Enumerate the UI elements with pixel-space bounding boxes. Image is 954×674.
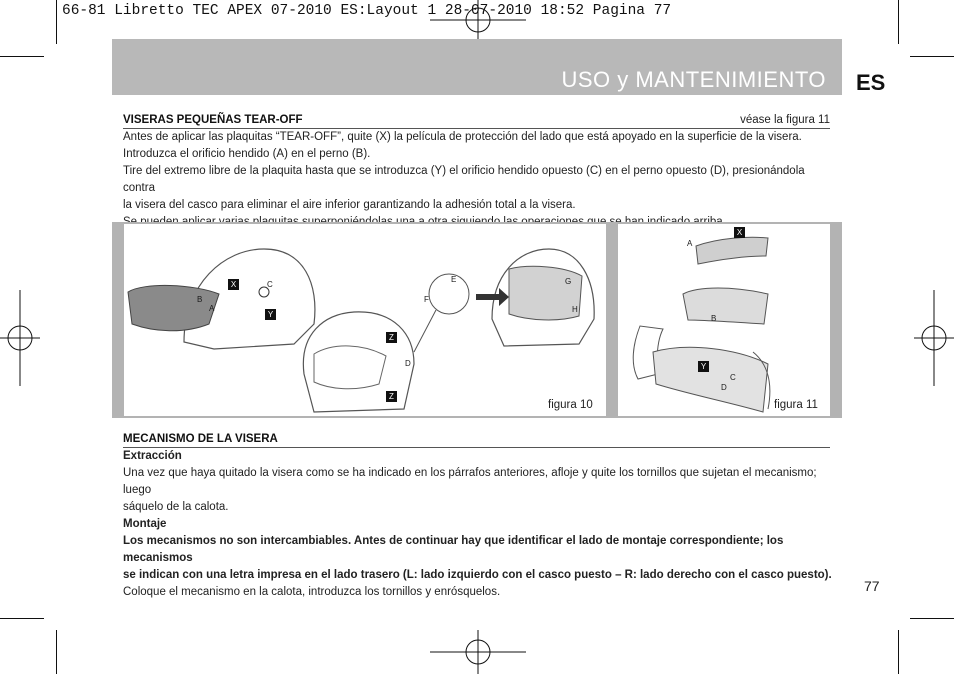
text-line: Coloque el mecanismo en la calota, introduzca los tornillos y enrósquelos. <box>123 586 501 598</box>
marker-c: C <box>267 280 273 289</box>
marker-a: A <box>687 239 693 248</box>
marker-y: Y <box>698 361 709 372</box>
text-line: sáquelo de la calota. <box>123 501 229 513</box>
marker-x: X <box>228 279 239 290</box>
page-number: 77 <box>864 578 880 594</box>
figure-11-caption: figura 11 <box>774 399 818 411</box>
marker-d: D <box>721 383 727 392</box>
text-line: Introduzca el orificio hendido (A) en el perno (B). <box>123 148 371 160</box>
crop-mark <box>0 56 44 57</box>
text-line: Una vez que haya quitado la visera como se ha indicado en los párrafos anteriores, afloje y quite los tornillos que sujetan el mecanismo; luego <box>123 467 817 496</box>
banner-title: USO y MANTENIMIENTO <box>561 67 826 92</box>
marker-y: Y <box>265 309 276 320</box>
section-heading: VISERAS PEQUEÑAS TEAR-OFF <box>123 114 303 126</box>
crop-mark <box>910 618 954 619</box>
crop-mark <box>898 0 899 44</box>
registration-mark <box>914 290 954 386</box>
paragraph <box>123 129 835 231</box>
helmet-illustration <box>124 224 606 416</box>
marker-d: D <box>405 359 411 368</box>
crop-mark <box>56 630 57 674</box>
marker-c: C <box>730 373 736 382</box>
figure-10-caption: figura 10 <box>548 399 593 411</box>
marker-g: G <box>565 277 572 286</box>
subheading: Extracción <box>123 450 182 462</box>
registration-mark <box>430 630 526 674</box>
figure-10-panel <box>124 224 606 416</box>
marker-h: H <box>572 305 578 314</box>
marker-b: B <box>711 314 717 323</box>
crop-mark <box>910 56 954 57</box>
paragraph <box>123 448 835 601</box>
figure-11-panel <box>618 224 830 416</box>
marker-a: A <box>209 304 215 313</box>
language-tag: ES <box>856 70 886 95</box>
bold-text-line: se indican con una letra impresa en el lado trasero (L: lado izquierdo con el casco puesto – R: lado derecho con el casco puesto). <box>123 569 832 581</box>
marker-e: E <box>451 275 457 284</box>
section-banner <box>112 39 842 95</box>
marker-b: B <box>197 295 203 304</box>
figure-reference: véase la figura 11 <box>740 114 830 126</box>
text-line: Tire del extremo libre de la plaquita hasta que se introduzca (Y) el orificio hendido opuesto (C) en el perno opuesto (D), presionándola contra <box>123 165 805 194</box>
bold-text-line: Los mecanismos no son intercambiables. Antes de continuar hay que identificar el lado de montaje correspondiente; los mecanismos <box>123 535 784 564</box>
marker-x: X <box>734 227 745 238</box>
marker-z: Z <box>386 332 397 343</box>
marker-z: Z <box>386 391 397 402</box>
registration-mark <box>0 290 40 386</box>
crop-mark <box>56 0 57 44</box>
text-line: la visera del casco para eliminar el aire inferior garantizando la adhesión total a la visera. <box>123 199 576 211</box>
crop-mark <box>898 630 899 674</box>
section-heading: MECANISMO DE LA VISERA <box>123 433 278 445</box>
crop-mark <box>0 618 44 619</box>
marker-f: F <box>424 295 429 304</box>
print-slug: 66-81 Libretto TEC APEX 07-2010 ES:Layout 1 28-07-2010 18:52 Pagina 77 <box>62 3 672 19</box>
text-line: Antes de aplicar las plaquitas “TEAR-OFF”, quite (X) la película de protección del lado que está apoyado en la superficie de la visera. <box>123 131 802 143</box>
subheading: Montaje <box>123 518 167 530</box>
